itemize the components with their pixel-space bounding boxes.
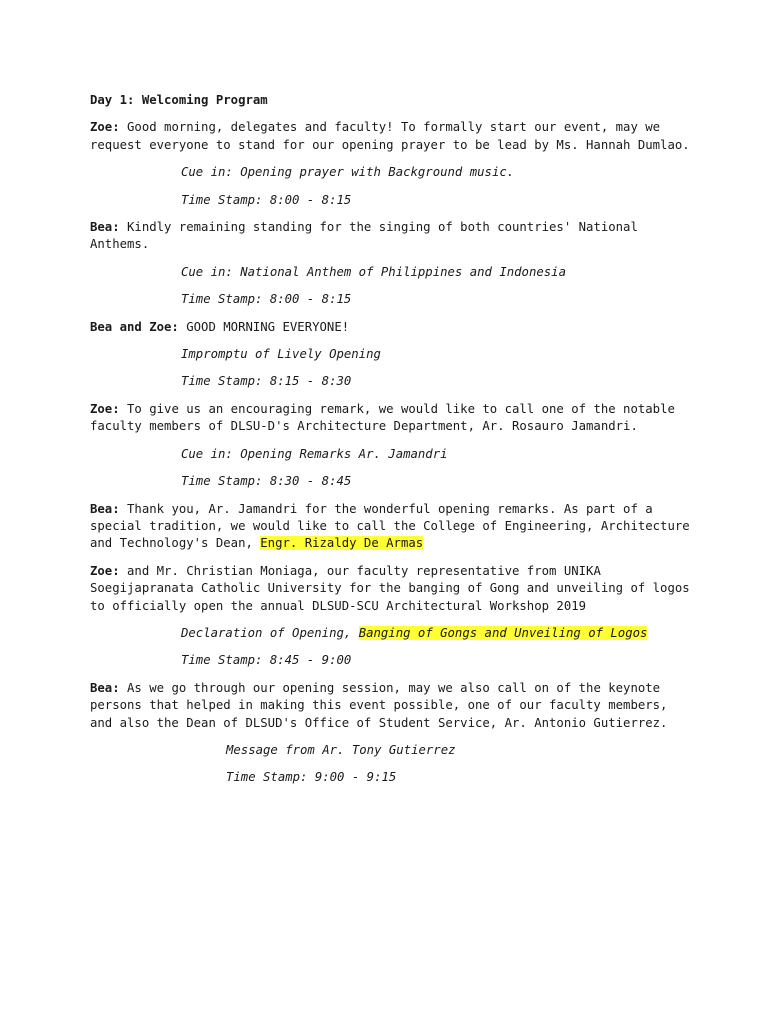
speaker-label: Zoe:	[90, 563, 120, 578]
highlighted-text: Engr. Rizaldy De Armas	[260, 536, 424, 551]
highlighted-text: Banging of Gongs and Unveiling of Logos	[358, 625, 648, 640]
time-stamp: Time Stamp: 8:45 - 9:00	[181, 653, 352, 668]
dialogue-bea-zoe-greeting	[90, 319, 690, 336]
cue-text: Declaration of Opening,	[181, 625, 359, 640]
dialogue-text: and Mr. Christian Moniaga, our faculty representative from UNIKA Soegijapranata Catholic University for the banging of Gong and unveiling of logos to officially open the annual DLSUD-SCU Architectural Workshop 2019	[90, 563, 690, 613]
speaker-label: Bea:	[90, 220, 120, 235]
time-stamp: Time Stamp: 8:15 - 8:30	[181, 374, 352, 389]
dialogue-text: Good morning, delegates and faculty! To formally start our event, may we request everyone to stand for our opening prayer to be lead by Ms. Hannah Dumlao.	[90, 120, 690, 152]
dialogue-zoe-gong	[90, 563, 690, 615]
cue-line: Impromptu of Lively Opening	[181, 347, 381, 362]
speaker-label: Zoe:	[90, 401, 120, 416]
speaker-label: Bea and Zoe:	[90, 319, 179, 334]
dialogue-text: Kindly remaining standing for the singing of both countries' National Anthems.	[90, 220, 638, 252]
dialogue-bea-keynote	[90, 680, 690, 732]
cue-line: Cue in: National Anthem of Philippines and Indonesia	[181, 264, 566, 279]
dialogue-text: GOOD MORNING EVERYONE!	[178, 319, 350, 334]
page-title: Day 1: Welcoming Program	[90, 93, 268, 107]
document-page	[90, 92, 690, 797]
speaker-label: Zoe:	[90, 120, 120, 135]
time-stamp: Time Stamp: 9:00 - 9:15	[226, 770, 397, 785]
cue-line: Cue in: Opening prayer with Background music.	[181, 165, 515, 180]
speaker-label: Bea:	[90, 501, 120, 516]
time-stamp: Time Stamp: 8:00 - 8:15	[181, 292, 352, 307]
dialogue-zoe-opening	[90, 119, 690, 154]
time-stamp: Time Stamp: 8:30 - 8:45	[181, 474, 352, 489]
time-stamp: Time Stamp: 8:00 - 8:15	[181, 192, 352, 207]
cue-line: Cue in: Opening Remarks Ar. Jamandri	[181, 446, 448, 461]
dialogue-text: To give us an encouraging remark, we would like to call one of the notable faculty members of DLSU-D's Architecture Department, Ar. Rosauro Jamandri.	[90, 401, 675, 434]
speaker-label: Bea:	[90, 680, 120, 695]
dialogue-bea-tradition	[90, 501, 690, 553]
dialogue-zoe-remarks	[90, 401, 690, 436]
dialogue-text: As we go through our opening session, may we also call on of the keynote persons that helped in making this event possible, one of our faculty members, and also the Dean of DLSUD's Office of Student Service, Ar. Antonio Gutierrez.	[90, 680, 668, 730]
cue-line: Message from Ar. Tony Gutierrez	[226, 742, 456, 757]
cue-line	[181, 625, 690, 642]
dialogue-text: Thank you, Ar. Jamandri for the wonderful opening remarks. As part of a special tradition, we would like to call the College of Engineering, Architecture and Technology's Dean,	[90, 501, 690, 551]
dialogue-bea-anthems	[90, 219, 690, 254]
